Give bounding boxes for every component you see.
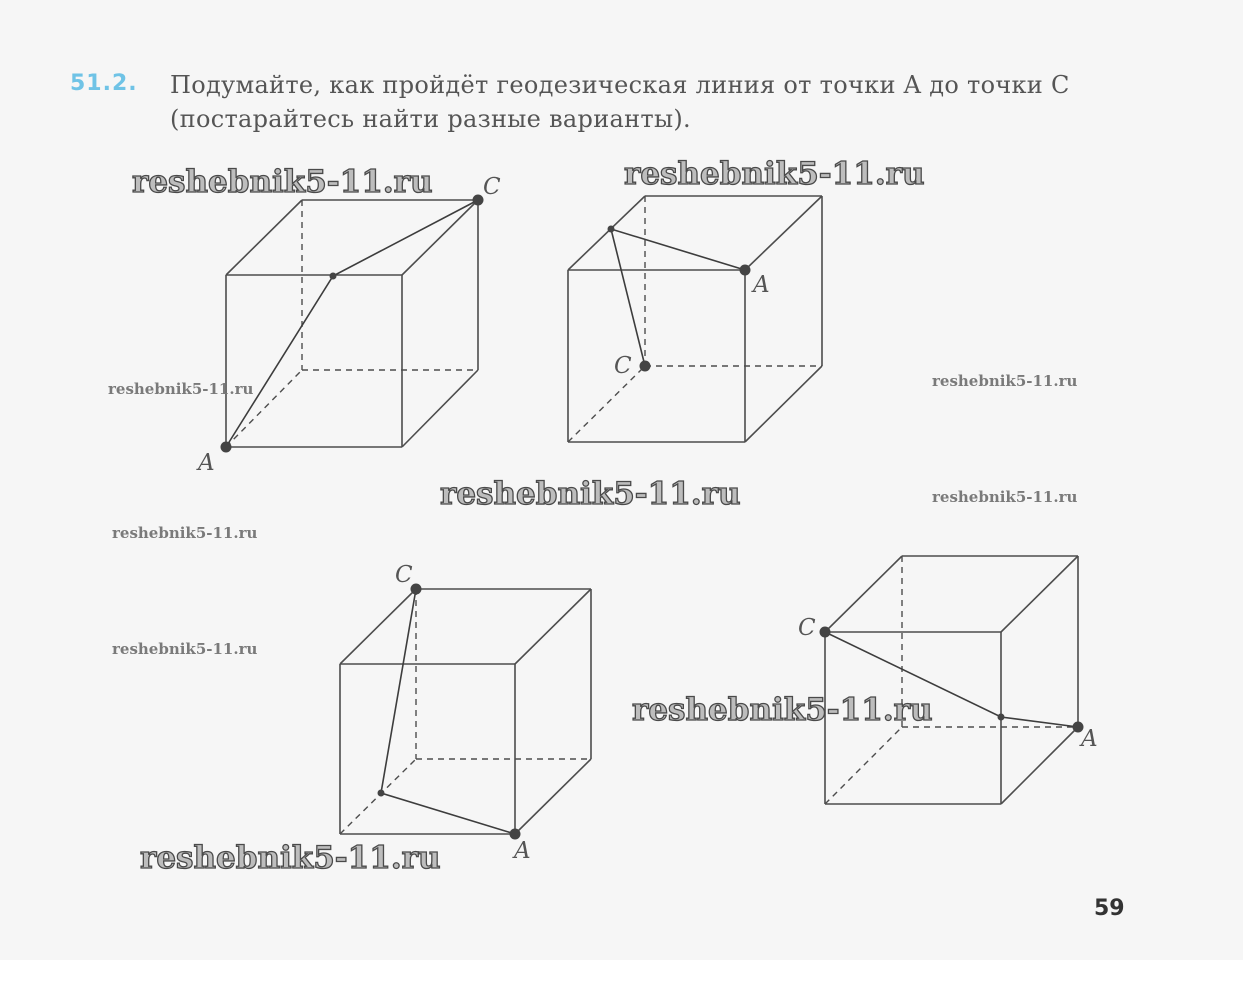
label-a: A xyxy=(514,838,531,864)
watermark: reshebnik5-11.ru xyxy=(632,692,933,728)
watermark: reshebnik5-11.ru xyxy=(132,164,433,200)
edge-crossing-marker xyxy=(998,714,1005,721)
label-c: C xyxy=(395,562,413,588)
cube-4-edges xyxy=(825,556,1078,804)
task-line-2: (постарайтесь найти разные варианты). xyxy=(170,105,691,133)
watermark: reshebnik5-11.ru xyxy=(112,524,258,542)
label-c: C xyxy=(798,615,816,641)
point-c-marker xyxy=(820,627,831,638)
label-c: C xyxy=(483,174,501,200)
label-a: A xyxy=(1081,726,1098,752)
watermark: reshebnik5-11.ru xyxy=(140,840,441,876)
label-a: A xyxy=(198,450,215,476)
watermark: reshebnik5-11.ru xyxy=(108,380,254,398)
watermark: reshebnik5-11.ru xyxy=(932,488,1078,506)
page-number: 59 xyxy=(1094,896,1125,921)
label-a: A xyxy=(753,272,770,298)
task-number: 51.2. xyxy=(70,71,138,96)
watermark: reshebnik5-11.ru xyxy=(112,640,258,658)
label-c: C xyxy=(614,353,632,379)
watermark: reshebnik5-11.ru xyxy=(932,372,1078,390)
task-line-1: Подумайте, как пройдёт геодезическая линия от точки A до точки C xyxy=(170,71,1070,99)
watermark: reshebnik5-11.ru xyxy=(624,156,925,192)
watermark: reshebnik5-11.ru xyxy=(440,476,741,512)
